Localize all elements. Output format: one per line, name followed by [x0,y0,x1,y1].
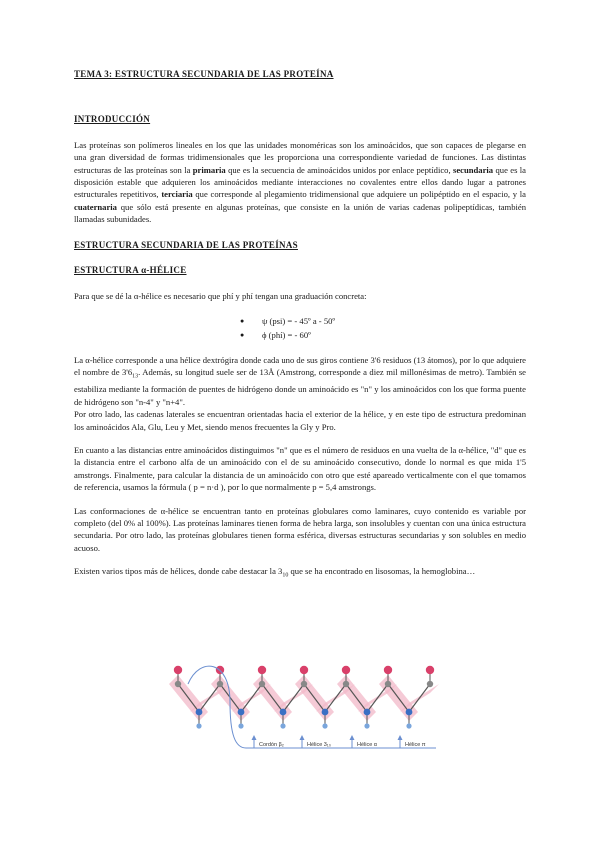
distances-paragraph: En cuanto a las distancias entre aminoácidos distinguimos "n" que es el número de residuos en una vuelta de la α-hélice, "d" que es la distancia entre el carbono alfa de un aminoácido con el de su aminoácido consecutivo, donde lo normal es que mida 1'5 amstrongs. Finalmente, para calcular la distancia de un aminoácido con otro que esté apareado verticalmente con el que tomamos de referencia, usamos la fórmula ( p = n·d ), por lo que normalmente p = 5,4 amstrongs. [74,445,526,493]
nitrogen-atom [280,709,287,716]
nitrogen-atom [406,709,413,716]
legend-arrowhead [252,735,257,740]
carbon-atom [301,681,307,687]
legend-arrowhead [350,735,355,740]
legend-label: Cordón β₂ [259,742,284,748]
helix-types-paragraph: Existen varios tipos más de hélices, donde cabe destacar la $3_{10}$ que se ha encontrado en lisosomas, la hemoglobina… [74,566,476,579]
legend-label: Hélice 3₁₀ [307,742,332,748]
list-item-phi: ● ϕ (phí) = - 60º [240,328,526,342]
document-title: TEMA 3: ESTRUCTURA SECUNDARIA DE LAS PROTEÍNA [74,69,334,79]
nitrogen-atom [238,709,245,716]
carbon-atom [259,681,265,687]
carbon-atom [427,681,433,687]
backbone-bond [241,684,262,712]
subsection-heading: ESTRUCTURA α-HÉLICE [74,265,187,276]
oxygen-atom [342,666,350,674]
carbon-atom [175,681,181,687]
carbon-atom [217,681,223,687]
angle-intro-paragraph: Para que se dé la α-hélice es necesario que phí y phí tengan una graduación concreta: [74,291,367,302]
hydrogen-atom [280,723,285,728]
document-page [74,68,526,582]
backbone-bond [199,684,220,712]
carbon-atom [343,681,349,687]
carbon-atom [385,681,391,687]
backbone-bond [367,684,388,712]
legend-arrowhead [300,735,305,740]
oxygen-atom [300,666,308,674]
helix-paragraph: La α-hélice corresponde a una hélice dextrógira donde cada uno de sus giros contiene 3'6 residuos (13 átomos), por lo que adquiere el nombre de $3'6_{13}$. Además, su longitud suele ser de 13Å (Amstrong, corresponde a diez mil millonésimas de metro). También se estabiliza mediante la formación de puentes de hidrógeno donde un aminoácido es "n" y los aminoácidos con los que forma puente de hidrógeno son "n-4" y "n+4". [74,354,527,407]
term-secundaria: secundaria [453,164,494,175]
legend-label: Hélice π [405,742,426,748]
hydrogen-atom [238,723,243,728]
backbone-bond [409,684,430,712]
hydrogen-atom [406,723,411,728]
term-cuaternaria: cuaternaria [74,201,117,212]
oxygen-atom [258,666,266,674]
conformations-paragraph: Las conformaciones de α-hélice se encuentran tanto en proteínas globulares como laminares, cuyo contenido es variable por completo (del 0% al 100%). Las proteínas laminares tienen forma de hebra larga, son insolubles y cuentan con una única estructura secundaria. Por otro lado, las proteínas globulares tienen forma esférica, diversas estructuras secundarias y son solubles en medio acuoso. [74,505,526,553]
nitrogen-atom [196,709,203,716]
oxygen-atom [174,666,182,674]
oxygen-atom [426,666,434,674]
angle-list [74,314,526,342]
section-heading: ESTRUCTURA SECUNDARIA DE LAS PROTEÍNAS [74,239,298,250]
hydrogen-atom [196,723,201,728]
list-item-psi: ● ψ (psi) = - 45º a - 50º [240,314,526,328]
backbone-bond [325,684,346,712]
nitrogen-atom [322,709,329,716]
legend-arrowhead [398,735,403,740]
figure-legend [252,735,426,748]
oxygen-atom [384,666,392,674]
intro-paragraph: Las proteínas son polímeros lineales en los que las unidades monoméricas son los aminoácidos, que son capaces de plegarse en una gran diversidad de formas tridimensionales que les proporciona una correspondiente variedad de funciones. Las distintas estructuras de las proteínas son la primaria que es la secuencia de aminoácidos unidos por enlace peptídico, secundaria que es la disposición estable que adquieren los aminoácidos mediante interacciones no covalentes entre ellos dando lugar a patrones estructurales repetitivos, terciaria que corresponde al plegamiento tridimensional que adquiere un polipéptido en el espacio, y la cuaternaria que sólo está presente en algunas proteínas, que consiste en la unión de varias cadenas polipeptídicas, también llamadas subunidades. [74,139,527,225]
legend-label: Hélice α [357,742,377,748]
nitrogen-atom [364,709,371,716]
backbone-bond [283,684,304,712]
side-chains-paragraph: Por otro lado, las cadenas laterales se encuentran orientadas hacia el exterior de la hélice, y en este tipo de estructura predominan los aminoácidos Ala, Glu, Leu y Met, siendo menos frecuentes la Gly y Pro. [74,409,526,432]
term-terciaria: terciaria [161,189,193,200]
hydrogen-atom [322,723,327,728]
hydrogen-atom [364,723,369,728]
helix-diagram [160,662,442,758]
term-primaria: primaria [192,164,226,175]
intro-heading: INTRODUCCIÓN [74,114,151,125]
